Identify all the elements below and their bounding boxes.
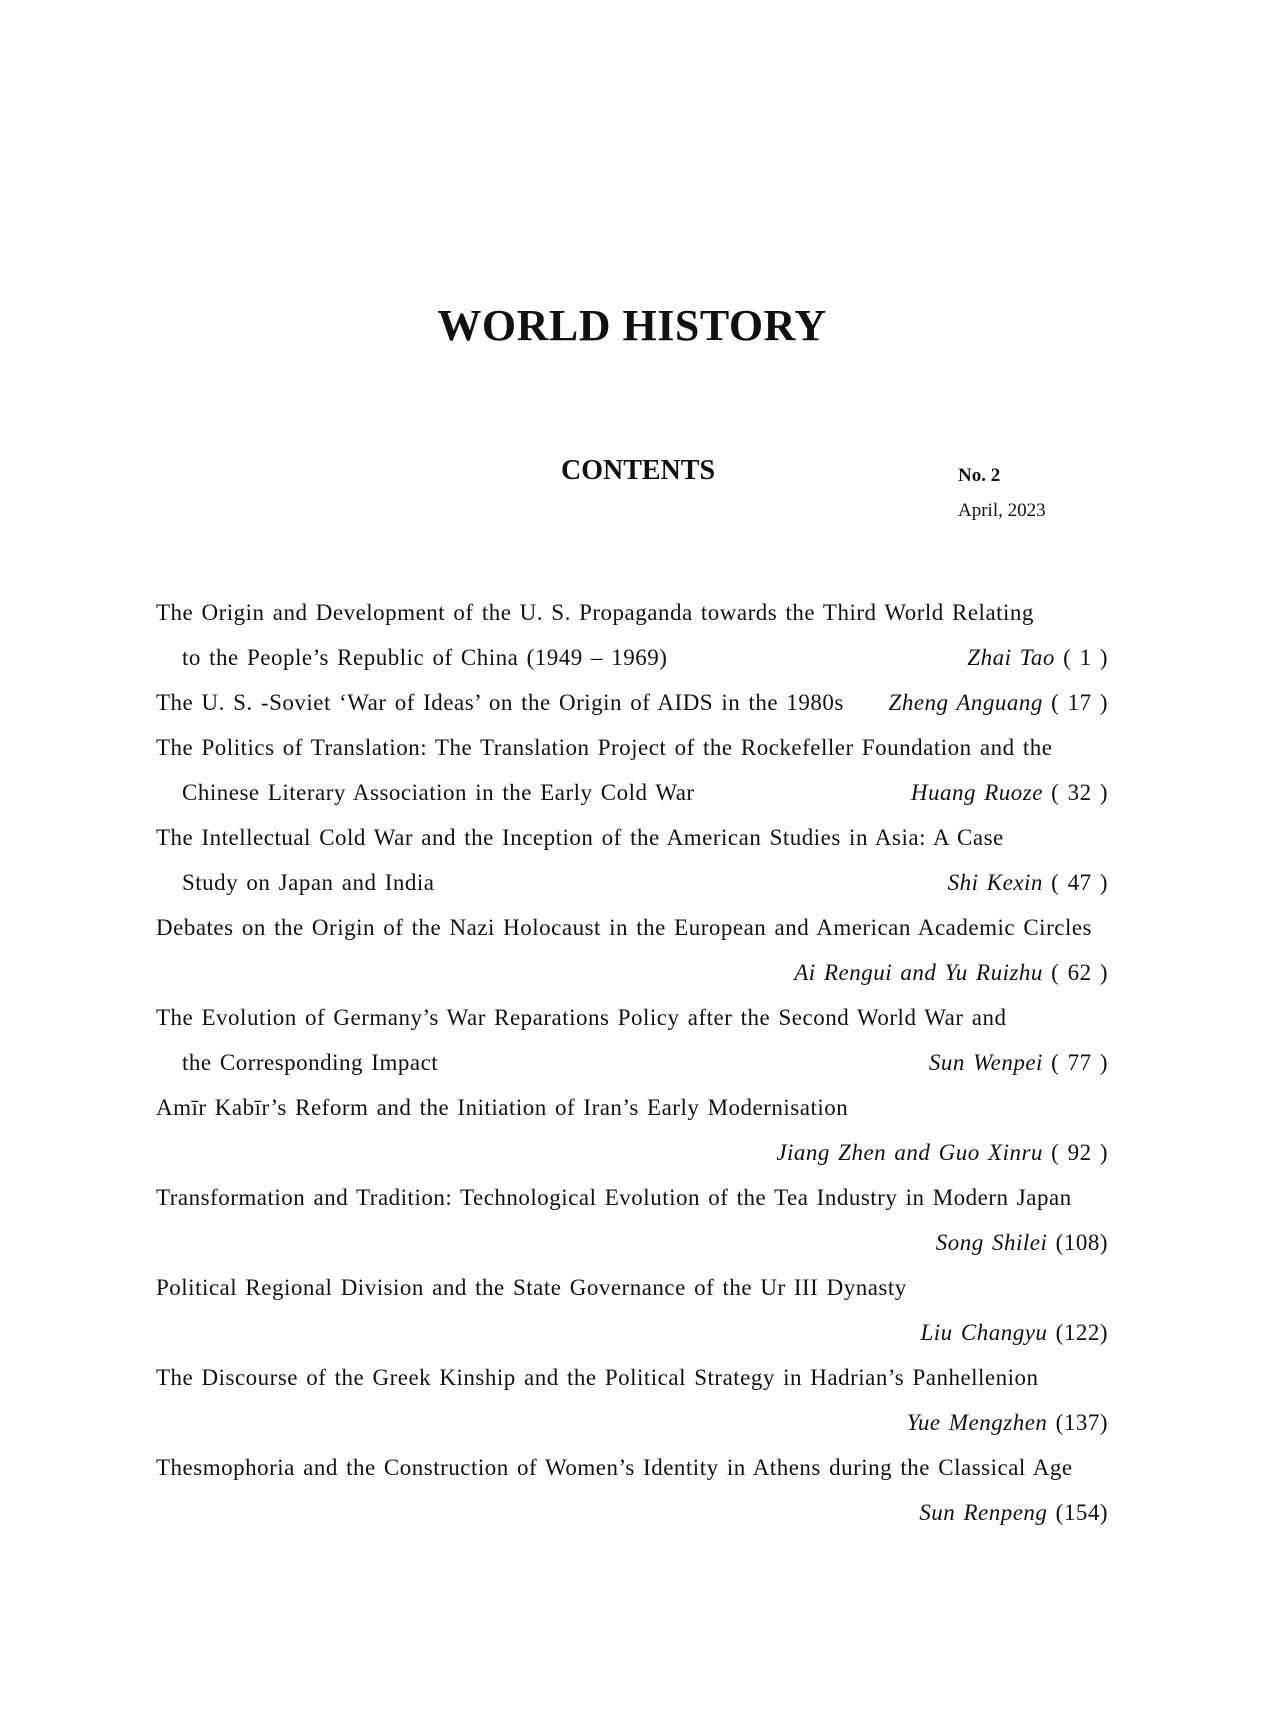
entry-title-cont: Study on Japan and India [182, 870, 435, 895]
entry-author: Jiang Zhen and Guo Xinru [776, 1140, 1043, 1165]
entry-page: ( 92 ) [1051, 1140, 1108, 1165]
entry-page: (137) [1055, 1410, 1108, 1435]
entry-page: (154) [1055, 1500, 1108, 1525]
entry-title: The Intellectual Cold War and the Inception of the American Studies in Asia: A Case [156, 825, 1004, 850]
toc-entry-title-line [0, 1175, 1269, 1220]
entry-page: ( 17 ) [1051, 690, 1108, 715]
entry-page: ( 32 ) [1051, 780, 1108, 805]
entry-page: (122) [1055, 1320, 1108, 1345]
toc-entry-title-line [0, 590, 1269, 635]
entry-title: The Origin and Development of the U. S. Propaganda towards the Third World Relating [156, 600, 1034, 625]
toc-entry-title-line [0, 905, 1269, 950]
entry-author: Zheng Anguang [888, 690, 1043, 715]
toc-entry-line [0, 1040, 1269, 1085]
entry-title: The Discourse of the Greek Kinship and the Political Strategy in Hadrian’s Panhellenion [156, 1365, 1039, 1390]
entry-title: Political Regional Division and the State Governance of the Ur III Dynasty [156, 1275, 907, 1300]
entry-author: Huang Ruoze [910, 780, 1043, 805]
toc-entry-author-line [0, 1490, 1269, 1535]
toc-entry-line [0, 635, 1269, 680]
entry-author: Song Shilei [935, 1230, 1048, 1255]
issue-number: No. 2 [958, 465, 1001, 486]
issue-date: April, 2023 [958, 500, 1046, 521]
entry-author: Liu Changyu [920, 1320, 1048, 1345]
entry-title: Debates on the Origin of the Nazi Holocaust in the European and American Academic Circles [156, 915, 1092, 940]
entry-title: Amīr Kabīr’s Reform and the Initiation of Iran’s Early Modernisation [156, 1095, 849, 1120]
toc-entry-title-line [0, 1355, 1269, 1400]
entry-author: Zhai Tao [967, 645, 1055, 670]
toc-entry-author-line [0, 1220, 1269, 1265]
toc-entry-title-line [0, 1445, 1269, 1490]
contents-heading: CONTENTS [560, 455, 716, 486]
entry-author: Ai Rengui and Yu Ruizhu [794, 960, 1043, 985]
toc-entry-author-line [0, 950, 1269, 995]
entry-page: ( 1 ) [1063, 645, 1108, 670]
toc-entry-title-line [0, 725, 1269, 770]
entry-title-cont: to the People’s Republic of China (1949 – 1969) [182, 645, 668, 670]
toc-entry-author-line [0, 1400, 1269, 1445]
toc-entry-line [0, 770, 1269, 815]
toc-entry-title-line [0, 1085, 1269, 1130]
entry-author: Sun Renpeng [919, 1500, 1048, 1525]
entry-title: Thesmophoria and the Construction of Women’s Identity in Athens during the Classical Age [156, 1455, 1073, 1480]
entry-author: Sun Wenpei [928, 1050, 1043, 1075]
journal-title: WORLD HISTORY [437, 301, 827, 350]
entry-title: The Politics of Translation: The Translation Project of the Rockefeller Foundation and the [156, 735, 1053, 760]
entry-title: The Evolution of Germany’s War Reparations Policy after the Second World War and [156, 1005, 1007, 1030]
entry-title: The U. S. -Soviet ‘War of Ideas’ on the Origin of AIDS in the 1980s [156, 690, 844, 715]
toc-entry-title-line [0, 815, 1269, 860]
toc-entry-line [0, 680, 1269, 725]
entry-title-cont: the Corresponding Impact [182, 1050, 439, 1075]
toc-entry-title-line [0, 1265, 1269, 1310]
entry-page: ( 77 ) [1051, 1050, 1108, 1075]
entry-author: Yue Mengzhen [906, 1410, 1048, 1435]
entry-title-cont: Chinese Literary Association in the Early Cold War [182, 780, 695, 805]
toc-entry-line [0, 860, 1269, 905]
entry-title: Transformation and Tradition: Technological Evolution of the Tea Industry in Modern Japan [156, 1185, 1072, 1210]
toc-entry-title-line [0, 995, 1269, 1040]
toc-entry-author-line [0, 1130, 1269, 1175]
entry-page: ( 47 ) [1051, 870, 1108, 895]
entry-page: ( 62 ) [1051, 960, 1108, 985]
toc-entry-author-line [0, 1310, 1269, 1355]
entry-page: (108) [1055, 1230, 1108, 1255]
entry-author: Shi Kexin [947, 870, 1043, 895]
